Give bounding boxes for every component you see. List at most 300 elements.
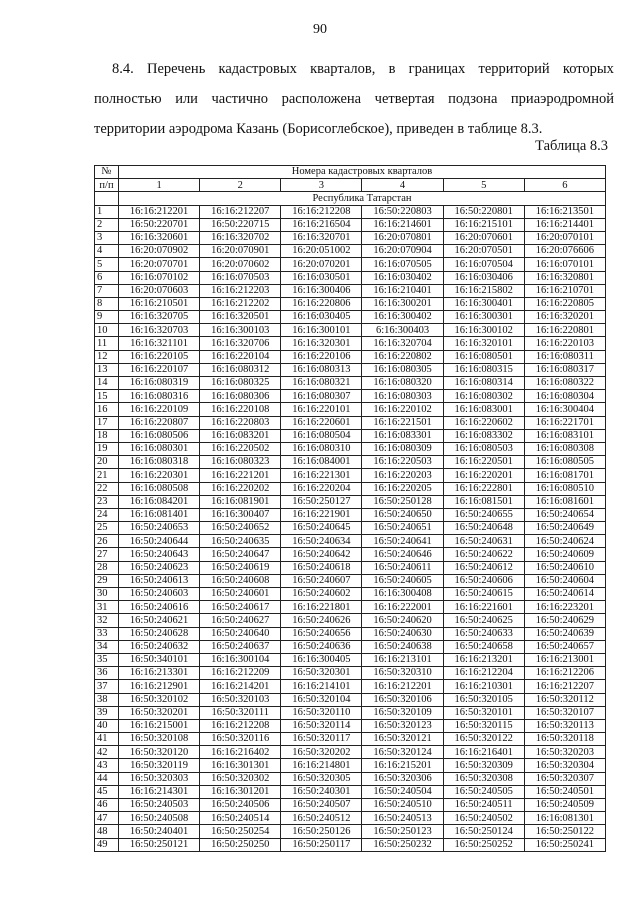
row-number-cell: 37 bbox=[95, 680, 119, 693]
cadastral-number-cell: 16:16:215101 bbox=[443, 218, 524, 231]
cadastral-number-cell: 16:50:240502 bbox=[443, 812, 524, 825]
cadastral-number-cell: 16:16:221801 bbox=[281, 601, 362, 614]
table-row bbox=[95, 706, 606, 719]
table-row bbox=[95, 324, 606, 337]
paragraph-word: полностью bbox=[94, 91, 162, 107]
table-row bbox=[95, 627, 606, 640]
cadastral-number-cell: 16:16:221701 bbox=[524, 416, 605, 429]
cadastral-number-cell: 16:50:240631 bbox=[443, 535, 524, 548]
cadastral-number-cell: 16:16:223201 bbox=[524, 601, 605, 614]
table-row bbox=[95, 601, 606, 614]
cadastral-number-cell: 16:16:216401 bbox=[443, 746, 524, 759]
cadastral-number-cell: 16:16:220806 bbox=[281, 297, 362, 310]
cadastral-number-cell: 16:50:240611 bbox=[362, 561, 443, 574]
paragraph-word: которых bbox=[562, 61, 614, 77]
cadastral-number-cell: 6:16:300403 bbox=[362, 324, 443, 337]
group-header: Номера кадастровых кварталов bbox=[119, 166, 606, 179]
cadastral-number-cell: 16:50:320102 bbox=[119, 693, 200, 706]
cadastral-number-cell: 16:16:220108 bbox=[200, 403, 281, 416]
cadastral-number-cell: 16:16:222001 bbox=[362, 601, 443, 614]
cadastral-number-cell: 16:50:240618 bbox=[281, 561, 362, 574]
cadastral-number-cell: 16:16:220802 bbox=[362, 350, 443, 363]
cadastral-number-cell: 16:16:220205 bbox=[362, 482, 443, 495]
cadastral-number-cell: 16:16:080319 bbox=[119, 377, 200, 390]
row-number-cell: 1 bbox=[95, 205, 119, 218]
cadastral-number-cell: 16:50:240506 bbox=[200, 799, 281, 812]
cadastral-number-cell: 16:16:080314 bbox=[443, 377, 524, 390]
paragraph-word: в bbox=[388, 61, 396, 77]
cadastral-number-cell: 16:16:214101 bbox=[281, 680, 362, 693]
cadastral-number-cell: 16:50:240602 bbox=[281, 588, 362, 601]
cadastral-number-cell: 16:50:250121 bbox=[119, 838, 200, 851]
table-row bbox=[95, 363, 606, 376]
paragraph-word: подзона bbox=[448, 91, 498, 107]
cadastral-number-cell: 16:50:250117 bbox=[281, 838, 362, 851]
cadastral-number-cell: 16:16:213301 bbox=[119, 667, 200, 680]
cadastral-number-cell: 16:16:081301 bbox=[524, 812, 605, 825]
cadastral-number-cell: 16:50:240620 bbox=[362, 614, 443, 627]
cadastral-number-cell: 16:16:300405 bbox=[281, 653, 362, 666]
cadastral-number-cell: 16:50:240616 bbox=[119, 601, 200, 614]
cadastral-number-cell: 16:16:320705 bbox=[119, 311, 200, 324]
cadastral-number-cell: 16:16:220105 bbox=[119, 350, 200, 363]
cadastral-number-cell: 16:50:320120 bbox=[119, 746, 200, 759]
cadastral-number-cell: 16:16:220201 bbox=[443, 469, 524, 482]
cadastral-number-cell: 16:50:240614 bbox=[524, 588, 605, 601]
paragraph-word: четвертая bbox=[374, 91, 435, 107]
cadastral-number-cell: 16:50:240610 bbox=[524, 561, 605, 574]
table-row bbox=[95, 680, 606, 693]
table-row bbox=[95, 667, 606, 680]
cadastral-number-cell: 16:16:080306 bbox=[200, 390, 281, 403]
row-number-cell: 28 bbox=[95, 561, 119, 574]
cadastral-number-cell: 16:50:240628 bbox=[119, 627, 200, 640]
cadastral-number-cell: 16:50:320305 bbox=[281, 772, 362, 785]
cadastral-number-cell: 16:50:240637 bbox=[200, 640, 281, 653]
row-number-cell: 33 bbox=[95, 627, 119, 640]
cadastral-number-cell: 16:16:215802 bbox=[443, 284, 524, 297]
cadastral-number-cell: 16:16:215201 bbox=[362, 759, 443, 772]
cadastral-number-cell: 16:50:320307 bbox=[524, 772, 605, 785]
cadastral-number-cell: 16:50:250232 bbox=[362, 838, 443, 851]
row-number-cell: 25 bbox=[95, 522, 119, 535]
cadastral-number-cell: 16:20:070902 bbox=[119, 245, 200, 258]
row-number-cell: 16 bbox=[95, 403, 119, 416]
cadastral-number-cell: 16:16:220101 bbox=[281, 403, 362, 416]
cadastral-number-cell: 16:20:070501 bbox=[443, 245, 524, 258]
cadastral-number-cell: 16:16:030406 bbox=[443, 271, 524, 284]
cadastral-number-cell: 16:16:083301 bbox=[362, 429, 443, 442]
cadastral-number-cell: 16:50:240501 bbox=[524, 785, 605, 798]
cadastral-number-cell: 16:50:320107 bbox=[524, 706, 605, 719]
table-row bbox=[95, 284, 606, 297]
cadastral-number-cell: 16:20:070601 bbox=[443, 231, 524, 244]
table-row bbox=[95, 772, 606, 785]
cadastral-number-cell: 16:50:240649 bbox=[524, 522, 605, 535]
cadastral-number-cell: 16:16:221901 bbox=[281, 508, 362, 521]
cadastral-number-cell: 16:16:212201 bbox=[119, 205, 200, 218]
cadastral-number-cell: 16:16:320701 bbox=[281, 231, 362, 244]
cadastral-number-cell: 16:16:080325 bbox=[200, 377, 281, 390]
cadastral-number-cell: 16:16:030501 bbox=[281, 271, 362, 284]
column-number-header: 3 bbox=[281, 179, 362, 192]
row-number-cell: 9 bbox=[95, 311, 119, 324]
cadastral-number-cell: 16:16:083302 bbox=[443, 429, 524, 442]
cadastral-number-cell: 16:50:240513 bbox=[362, 812, 443, 825]
cadastral-number-cell: 16:16:212209 bbox=[200, 667, 281, 680]
cadastral-number-cell: 16:50:240605 bbox=[362, 574, 443, 587]
cadastral-number-cell: 16:16:221301 bbox=[281, 469, 362, 482]
row-number-cell: 19 bbox=[95, 442, 119, 455]
cadastral-number-cell: 16:16:216402 bbox=[200, 746, 281, 759]
table-row bbox=[95, 574, 606, 587]
cadastral-number-cell: 16:50:240508 bbox=[119, 812, 200, 825]
row-number-cell: 43 bbox=[95, 759, 119, 772]
cadastral-number-cell: 16:16:210701 bbox=[524, 284, 605, 297]
row-number-cell: 14 bbox=[95, 377, 119, 390]
cadastral-number-cell: 16:16:080311 bbox=[524, 350, 605, 363]
row-number-cell: 40 bbox=[95, 719, 119, 732]
cadastral-number-cell: 16:20:070901 bbox=[200, 245, 281, 258]
cadastral-number-cell: 16:50:240619 bbox=[200, 561, 281, 574]
cadastral-number-cell: 16:50:240654 bbox=[524, 508, 605, 521]
cadastral-number-cell: 16:16:030402 bbox=[362, 271, 443, 284]
row-number-cell: 27 bbox=[95, 548, 119, 561]
cadastral-number-cell: 16:50:240652 bbox=[200, 522, 281, 535]
cadastral-number-cell: 16:16:070504 bbox=[443, 258, 524, 271]
cadastral-number-cell: 16:50:240645 bbox=[281, 522, 362, 535]
cadastral-number-cell: 16:50:320114 bbox=[281, 719, 362, 732]
row-number-cell: 26 bbox=[95, 535, 119, 548]
cadastral-number-cell: 16:16:220106 bbox=[281, 350, 362, 363]
row-number-cell: 29 bbox=[95, 574, 119, 587]
cadastral-number-cell: 16:16:216504 bbox=[281, 218, 362, 231]
table-row bbox=[95, 442, 606, 455]
cadastral-number-cell: 16:50:240613 bbox=[119, 574, 200, 587]
paragraph-word: территорий bbox=[478, 61, 550, 77]
cadastral-number-cell: 16:16:084201 bbox=[119, 495, 200, 508]
cadastral-number-cell: 16:20:051002 bbox=[281, 245, 362, 258]
column-number-header: 4 bbox=[362, 179, 443, 192]
row-number-cell: 2 bbox=[95, 218, 119, 231]
cadastral-number-cell: 16:50:240514 bbox=[200, 812, 281, 825]
cadastral-number-cell: 16:16:080501 bbox=[443, 350, 524, 363]
cadastral-number-cell: 16:16:212202 bbox=[200, 297, 281, 310]
cadastral-number-cell: 16:20:070904 bbox=[362, 245, 443, 258]
cadastral-number-cell: 16:20:070701 bbox=[119, 258, 200, 271]
cadastral-number-cell: 16:16:080503 bbox=[443, 442, 524, 455]
cadastral-number-cell: 16:50:320203 bbox=[524, 746, 605, 759]
cadastral-number-cell: 16:50:240617 bbox=[200, 601, 281, 614]
cadastral-number-cell: 16:50:320108 bbox=[119, 733, 200, 746]
cadastral-number-cell: 16:50:320309 bbox=[443, 759, 524, 772]
cadastral-number-cell: 16:16:070505 bbox=[362, 258, 443, 271]
cadastral-number-cell: 16:16:213201 bbox=[443, 653, 524, 666]
paragraph-line-3: территории аэродрома Казань (Борисоглебское), приведен в таблице 8.3. bbox=[94, 121, 543, 137]
cadastral-number-cell: 16:50:320121 bbox=[362, 733, 443, 746]
cadastral-number-cell: 16:16:320706 bbox=[200, 337, 281, 350]
table-row bbox=[95, 205, 606, 218]
cadastral-number-cell: 16:16:221601 bbox=[443, 601, 524, 614]
cadastral-number-cell: 16:16:213101 bbox=[362, 653, 443, 666]
cadastral-number-cell: 16:50:240636 bbox=[281, 640, 362, 653]
paragraph-word: приаэродромной bbox=[510, 91, 614, 107]
cadastral-number-cell: 16:50:240609 bbox=[524, 548, 605, 561]
cadastral-number-cell: 16:16:080321 bbox=[281, 377, 362, 390]
cadastral-number-cell: 16:16:220805 bbox=[524, 297, 605, 310]
cadastral-number-cell: 16:50:320116 bbox=[200, 733, 281, 746]
cadastral-number-cell: 16:50:240612 bbox=[443, 561, 524, 574]
cadastral-number-cell: 16:16:214601 bbox=[362, 218, 443, 231]
cadastral-number-cell: 16:16:300102 bbox=[443, 324, 524, 337]
row-number-cell: 41 bbox=[95, 733, 119, 746]
table-row bbox=[95, 390, 606, 403]
table-row bbox=[95, 311, 606, 324]
region-row bbox=[95, 192, 606, 205]
paragraph-line-2 bbox=[94, 84, 614, 114]
cadastral-number-cell: 16:16:321101 bbox=[119, 337, 200, 350]
cadastral-number-cell: 16:50:240509 bbox=[524, 799, 605, 812]
cadastral-number-cell: 16:16:300101 bbox=[281, 324, 362, 337]
row-number-cell: 11 bbox=[95, 337, 119, 350]
table-row bbox=[95, 825, 606, 838]
cadastral-number-cell: 16:16:080308 bbox=[524, 442, 605, 455]
cadastral-number-cell: 16:16:220204 bbox=[281, 482, 362, 495]
cadastral-number-cell: 16:50:240511 bbox=[443, 799, 524, 812]
table-row bbox=[95, 245, 606, 258]
cadastral-number-cell: 16:50:320124 bbox=[362, 746, 443, 759]
cadastral-number-cell: 16:50:240615 bbox=[443, 588, 524, 601]
cadastral-number-cell: 16:50:320302 bbox=[200, 772, 281, 785]
cadastral-number-cell: 16:50:240608 bbox=[200, 574, 281, 587]
cadastral-number-cell: 16:50:240633 bbox=[443, 627, 524, 640]
cadastral-number-cell: 16:50:240658 bbox=[443, 640, 524, 653]
cadastral-number-cell: 16:16:083001 bbox=[443, 403, 524, 416]
table-row bbox=[95, 271, 606, 284]
row-number-cell: 47 bbox=[95, 812, 119, 825]
table-row bbox=[95, 218, 606, 231]
cadastral-number-cell: 16:50:240622 bbox=[443, 548, 524, 561]
cadastral-number-cell: 16:50:320106 bbox=[362, 693, 443, 706]
cadastral-number-cell: 16:16:080322 bbox=[524, 377, 605, 390]
cadastral-number-cell: 16:50:320122 bbox=[443, 733, 524, 746]
cadastral-number-cell: 16:50:250126 bbox=[281, 825, 362, 838]
table-row bbox=[95, 759, 606, 772]
cadastral-number-cell: 16:50:240601 bbox=[200, 588, 281, 601]
cadastral-number-cell: 16:50:320118 bbox=[524, 733, 605, 746]
cadastral-number-cell: 16:20:070101 bbox=[524, 231, 605, 244]
column-number-header: 6 bbox=[524, 179, 605, 192]
row-number-cell: 7 bbox=[95, 284, 119, 297]
cadastral-number-cell: 16:50:240301 bbox=[281, 785, 362, 798]
row-number-cell: 5 bbox=[95, 258, 119, 271]
table-row bbox=[95, 508, 606, 521]
cadastral-number-cell: 16:16:080504 bbox=[281, 429, 362, 442]
cadastral-number-cell: 16:50:240647 bbox=[200, 548, 281, 561]
column-number-header: 1 bbox=[119, 179, 200, 192]
row-number-cell: 22 bbox=[95, 482, 119, 495]
cadastral-number-cell: 16:50:250123 bbox=[362, 825, 443, 838]
cadastral-number-cell: 16:50:320301 bbox=[281, 667, 362, 680]
table-row bbox=[95, 495, 606, 508]
cadastral-number-cell: 16:16:212901 bbox=[119, 680, 200, 693]
cadastral-number-cell: 16:16:213001 bbox=[524, 653, 605, 666]
cadastral-number-cell: 16:50:240640 bbox=[200, 627, 281, 640]
cadastral-number-cell: 16:16:080320 bbox=[362, 377, 443, 390]
cadastral-number-cell: 16:16:220502 bbox=[200, 442, 281, 455]
table-row bbox=[95, 297, 606, 310]
cadastral-number-cell: 16:20:076606 bbox=[524, 245, 605, 258]
region-empty-cell bbox=[95, 192, 119, 205]
cadastral-number-cell: 16:50:240641 bbox=[362, 535, 443, 548]
cadastral-number-cell: 16:50:240604 bbox=[524, 574, 605, 587]
cadastral-number-cell: 16:50:250124 bbox=[443, 825, 524, 838]
row-number-cell: 13 bbox=[95, 363, 119, 376]
table-row bbox=[95, 258, 606, 271]
cadastral-number-cell: 16:16:070102 bbox=[119, 271, 200, 284]
cadastral-number-cell: 16:50:250254 bbox=[200, 825, 281, 838]
table-row bbox=[95, 719, 606, 732]
paragraph-word: частично bbox=[211, 91, 269, 107]
table-row bbox=[95, 403, 606, 416]
cadastral-number-cell: 16:50:320104 bbox=[281, 693, 362, 706]
cadastral-number-cell: 16:50:240504 bbox=[362, 785, 443, 798]
row-number-cell: 20 bbox=[95, 456, 119, 469]
region-label: Республика Татарстан bbox=[119, 192, 606, 205]
cadastral-number-cell: 16:16:080305 bbox=[362, 363, 443, 376]
cadastral-number-cell: 16:50:320115 bbox=[443, 719, 524, 732]
row-number-cell: 48 bbox=[95, 825, 119, 838]
cadastral-number-cell: 16:50:240630 bbox=[362, 627, 443, 640]
cadastral-number-cell: 16:16:320801 bbox=[524, 271, 605, 284]
row-number-cell: 36 bbox=[95, 667, 119, 680]
cadastral-number-cell: 16:16:212207 bbox=[524, 680, 605, 693]
cadastral-number-cell: 16:16:080313 bbox=[281, 363, 362, 376]
cadastral-number-cell: 16:16:081501 bbox=[443, 495, 524, 508]
cadastral-number-cell: 16:16:300401 bbox=[443, 297, 524, 310]
cadastral-number-cell: 16:50:320110 bbox=[281, 706, 362, 719]
cadastral-number-cell: 16:50:250250 bbox=[200, 838, 281, 851]
cadastral-number-cell: 16:16:300104 bbox=[200, 653, 281, 666]
cadastral-number-cell: 16:16:080303 bbox=[362, 390, 443, 403]
row-number-cell: 10 bbox=[95, 324, 119, 337]
cadastral-number-cell: 16:50:240646 bbox=[362, 548, 443, 561]
cadastral-number-cell: 16:50:240643 bbox=[119, 548, 200, 561]
cadastral-number-cell: 16:50:250241 bbox=[524, 838, 605, 851]
cadastral-number-cell: 16:20:070801 bbox=[362, 231, 443, 244]
cadastral-number-cell: 16:50:240607 bbox=[281, 574, 362, 587]
cadastral-number-cell: 16:50:320112 bbox=[524, 693, 605, 706]
cadastral-number-cell: 16:50:240627 bbox=[200, 614, 281, 627]
cadastral-number-cell: 16:16:320501 bbox=[200, 311, 281, 324]
cadastral-number-cell: 16:50:240657 bbox=[524, 640, 605, 653]
cadastral-number-cell: 16:50:320310 bbox=[362, 667, 443, 680]
cadastral-number-cell: 16:50:250252 bbox=[443, 838, 524, 851]
cadastral-quarters-table bbox=[94, 165, 606, 852]
row-number-cell: 44 bbox=[95, 772, 119, 785]
row-number-cell: 8 bbox=[95, 297, 119, 310]
table-row bbox=[95, 350, 606, 363]
cadastral-number-cell: 16:16:080505 bbox=[524, 456, 605, 469]
cadastral-number-cell: 16:16:080508 bbox=[119, 482, 200, 495]
row-number-cell: 34 bbox=[95, 640, 119, 653]
table-row bbox=[95, 653, 606, 666]
cadastral-number-cell: 16:16:080510 bbox=[524, 482, 605, 495]
table-row bbox=[95, 561, 606, 574]
cadastral-number-cell: 16:50:240656 bbox=[281, 627, 362, 640]
cadastral-number-cell: 16:50:220803 bbox=[362, 205, 443, 218]
table-row bbox=[95, 456, 606, 469]
cadastral-number-cell: 16:20:070201 bbox=[281, 258, 362, 271]
cadastral-number-cell: 16:50:340101 bbox=[119, 653, 200, 666]
cadastral-number-cell: 16:50:240625 bbox=[443, 614, 524, 627]
row-number-cell: 32 bbox=[95, 614, 119, 627]
row-number-cell: 31 bbox=[95, 601, 119, 614]
cadastral-number-cell: 16:50:320119 bbox=[119, 759, 200, 772]
paragraph-word: кварталов, bbox=[310, 61, 376, 77]
cadastral-number-cell: 16:16:220202 bbox=[200, 482, 281, 495]
cadastral-number-cell: 16:16:221501 bbox=[362, 416, 443, 429]
cadastral-number-cell: 16:16:212203 bbox=[200, 284, 281, 297]
column-number-header: 5 bbox=[443, 179, 524, 192]
cadastral-number-cell: 16:16:081701 bbox=[524, 469, 605, 482]
cadastral-number-cell: 16:16:214201 bbox=[200, 680, 281, 693]
cadastral-number-cell: 16:16:301201 bbox=[200, 785, 281, 798]
cadastral-number-cell: 16:16:220109 bbox=[119, 403, 200, 416]
cadastral-number-cell: 16:16:070101 bbox=[524, 258, 605, 271]
paragraph-word: или bbox=[175, 91, 198, 107]
cadastral-number-cell: 16:20:070602 bbox=[200, 258, 281, 271]
cadastral-number-cell: 16:16:080506 bbox=[119, 429, 200, 442]
cadastral-number-cell: 16:16:212204 bbox=[443, 667, 524, 680]
row-number-cell: 21 bbox=[95, 469, 119, 482]
table-row bbox=[95, 482, 606, 495]
cadastral-number-cell: 16:16:080301 bbox=[119, 442, 200, 455]
table-row bbox=[95, 614, 606, 627]
page-number: 90 bbox=[313, 22, 327, 37]
cadastral-number-cell: 16:16:080304 bbox=[524, 390, 605, 403]
cadastral-number-cell: 16:16:213501 bbox=[524, 205, 605, 218]
cadastral-number-cell: 16:16:300404 bbox=[524, 403, 605, 416]
cadastral-number-cell: 16:50:240624 bbox=[524, 535, 605, 548]
table-row bbox=[95, 337, 606, 350]
cadastral-number-cell: 16:16:300402 bbox=[362, 311, 443, 324]
row-number-cell: 3 bbox=[95, 231, 119, 244]
table-row bbox=[95, 640, 606, 653]
table-row bbox=[95, 377, 606, 390]
cadastral-number-cell: 16:16:214301 bbox=[119, 785, 200, 798]
cadastral-number-cell: 16:16:215001 bbox=[119, 719, 200, 732]
cadastral-number-cell: 16:16:214401 bbox=[524, 218, 605, 231]
paragraph-line-1 bbox=[94, 54, 614, 84]
cadastral-number-cell: 16:16:220104 bbox=[200, 350, 281, 363]
row-number-cell: 12 bbox=[95, 350, 119, 363]
cadastral-number-cell: 16:50:320202 bbox=[281, 746, 362, 759]
table-row bbox=[95, 838, 606, 851]
paragraph-word: расположена bbox=[281, 91, 362, 107]
cadastral-number-cell: 16:16:300301 bbox=[443, 311, 524, 324]
cadastral-number-cell: 16:50:240634 bbox=[281, 535, 362, 548]
cadastral-number-cell: 16:16:320703 bbox=[119, 324, 200, 337]
cadastral-number-cell: 16:16:212206 bbox=[524, 667, 605, 680]
table-row bbox=[95, 812, 606, 825]
cadastral-number-cell: 16:50:250127 bbox=[281, 495, 362, 508]
row-number-cell: 4 bbox=[95, 245, 119, 258]
cadastral-number-cell: 16:16:320201 bbox=[524, 311, 605, 324]
cadastral-number-cell: 16:16:080323 bbox=[200, 456, 281, 469]
cadastral-number-cell: 16:16:300408 bbox=[362, 588, 443, 601]
cadastral-number-cell: 16:16:083201 bbox=[200, 429, 281, 442]
